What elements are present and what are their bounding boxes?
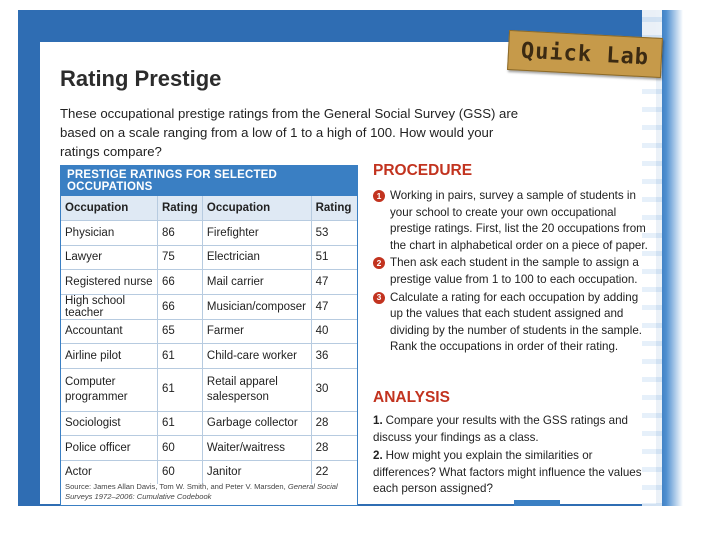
prestige-table-box — [60, 165, 358, 506]
table-cell: High school teacher — [61, 294, 157, 319]
question-text: Compare your results with the GSS ratings and discuss your findings as a class. — [373, 414, 628, 444]
table-cell: Firefighter — [202, 221, 311, 246]
table-cell: 36 — [311, 344, 357, 369]
table-row — [61, 436, 357, 461]
table-title: PRESTIGE RATINGS FOR SELECTED OCCUPATIONS — [61, 166, 357, 196]
step-number-icon: 1 — [373, 190, 385, 202]
table-cell: Lawyer — [61, 245, 157, 270]
table-row — [61, 368, 357, 411]
table-cell: Accountant — [61, 319, 157, 344]
step-text: Calculate a rating for each occupation by adding up the values that each student assigned and dividing by the number of students in the sample. Rank the occupations in order of their rating. — [390, 290, 642, 354]
col-header-rating-2: Rating — [311, 196, 357, 221]
table-cell: Physician — [61, 221, 157, 246]
table-cell: Actor — [61, 460, 157, 484]
analysis-question — [373, 448, 655, 498]
col-header-occupation: Occupation — [61, 196, 157, 221]
table-cell: Retail apparel salesperson — [202, 368, 311, 411]
table-cell: 22 — [311, 460, 357, 484]
table-cell: Waiter/waitress — [202, 436, 311, 461]
table-cell: Janitor — [202, 460, 311, 484]
col-header-rating: Rating — [157, 196, 202, 221]
procedure-steps — [373, 188, 653, 357]
table-cell: 47 — [311, 294, 357, 319]
table-cell: 28 — [311, 436, 357, 461]
table-cell: Sociologist — [61, 411, 157, 436]
table-header-row — [61, 196, 357, 221]
table-cell: Mail carrier — [202, 270, 311, 295]
table-cell: Farmer — [202, 319, 311, 344]
table-cell: 61 — [157, 411, 202, 436]
table-cell: Computer programmer — [61, 368, 157, 411]
step-number-icon: 3 — [373, 292, 385, 304]
table-row — [61, 270, 357, 295]
table-row — [61, 344, 357, 369]
question-number: 1. — [373, 414, 383, 427]
table-cell: 75 — [157, 245, 202, 270]
table-row — [61, 411, 357, 436]
source-title: General Social Surveys 1972–2006: Cumulative Codebook — [65, 482, 338, 501]
prestige-table — [61, 196, 357, 484]
table-cell: 66 — [157, 294, 202, 319]
question-number: 2. — [373, 449, 383, 463]
table-cell: Musician/composer — [202, 294, 311, 319]
table-cell: 53 — [311, 221, 357, 246]
table-source — [65, 482, 355, 502]
table-cell: 51 — [311, 245, 357, 270]
procedure-step — [373, 188, 653, 254]
table-cell: Garbage collector — [202, 411, 311, 436]
table-cell: 30 — [311, 368, 357, 411]
table-cell: 65 — [157, 319, 202, 344]
procedure-step — [373, 290, 653, 356]
table-cell: 60 — [157, 436, 202, 461]
table-row — [61, 319, 357, 344]
table-cell: Registered nurse — [61, 270, 157, 295]
table-cell: Child-care worker — [202, 344, 311, 369]
table-cell: Police officer — [61, 436, 157, 461]
table-cell: 61 — [157, 368, 202, 411]
table-row — [61, 294, 357, 319]
question-text: How might you explain the similarities or differences? What factors might influence the values each person assigned? — [373, 449, 642, 496]
analysis-question — [373, 413, 655, 446]
analysis-questions — [373, 413, 655, 500]
source-prefix: Source: James Allan Davis, Tom W. Smith, and Peter V. Marsden, — [65, 482, 288, 491]
step-text: Then ask each student in the sample to assign a prestige value from 1 to 100 to each occupation. — [390, 256, 639, 286]
intro-text: These occupational prestige ratings from the General Social Survey (GSS) are based on a scale ranging from a low of 1 to a high of 100. How would your ratings compare? — [60, 106, 519, 159]
procedure-heading: PROCEDURE — [373, 162, 473, 179]
table-cell: 47 — [311, 270, 357, 295]
procedure-step — [373, 255, 653, 288]
bottom-tab-decoration — [514, 500, 560, 506]
table-cell: Airline pilot — [61, 344, 157, 369]
page-title: Rating Prestige — [60, 66, 222, 91]
table-cell: 40 — [311, 319, 357, 344]
col-header-occupation-2: Occupation — [202, 196, 311, 221]
table-cell: 61 — [157, 344, 202, 369]
table-cell: 28 — [311, 411, 357, 436]
table-cell: 60 — [157, 460, 202, 484]
table-cell: Electrician — [202, 245, 311, 270]
table-row — [61, 221, 357, 246]
table-row — [61, 245, 357, 270]
table-cell: 86 — [157, 221, 202, 246]
analysis-heading: ANALYSIS — [373, 389, 450, 406]
table-row — [61, 460, 357, 484]
step-text: Working in pairs, survey a sample of students in your school to create your own occupational prestige ratings. First, list the 20 occupations from the chart in alphabetical order on a piece of paper. — [390, 189, 648, 252]
step-number-icon: 2 — [373, 257, 385, 269]
quick-lab-badge: Quick Lab — [507, 30, 663, 78]
table-cell: 66 — [157, 270, 202, 295]
